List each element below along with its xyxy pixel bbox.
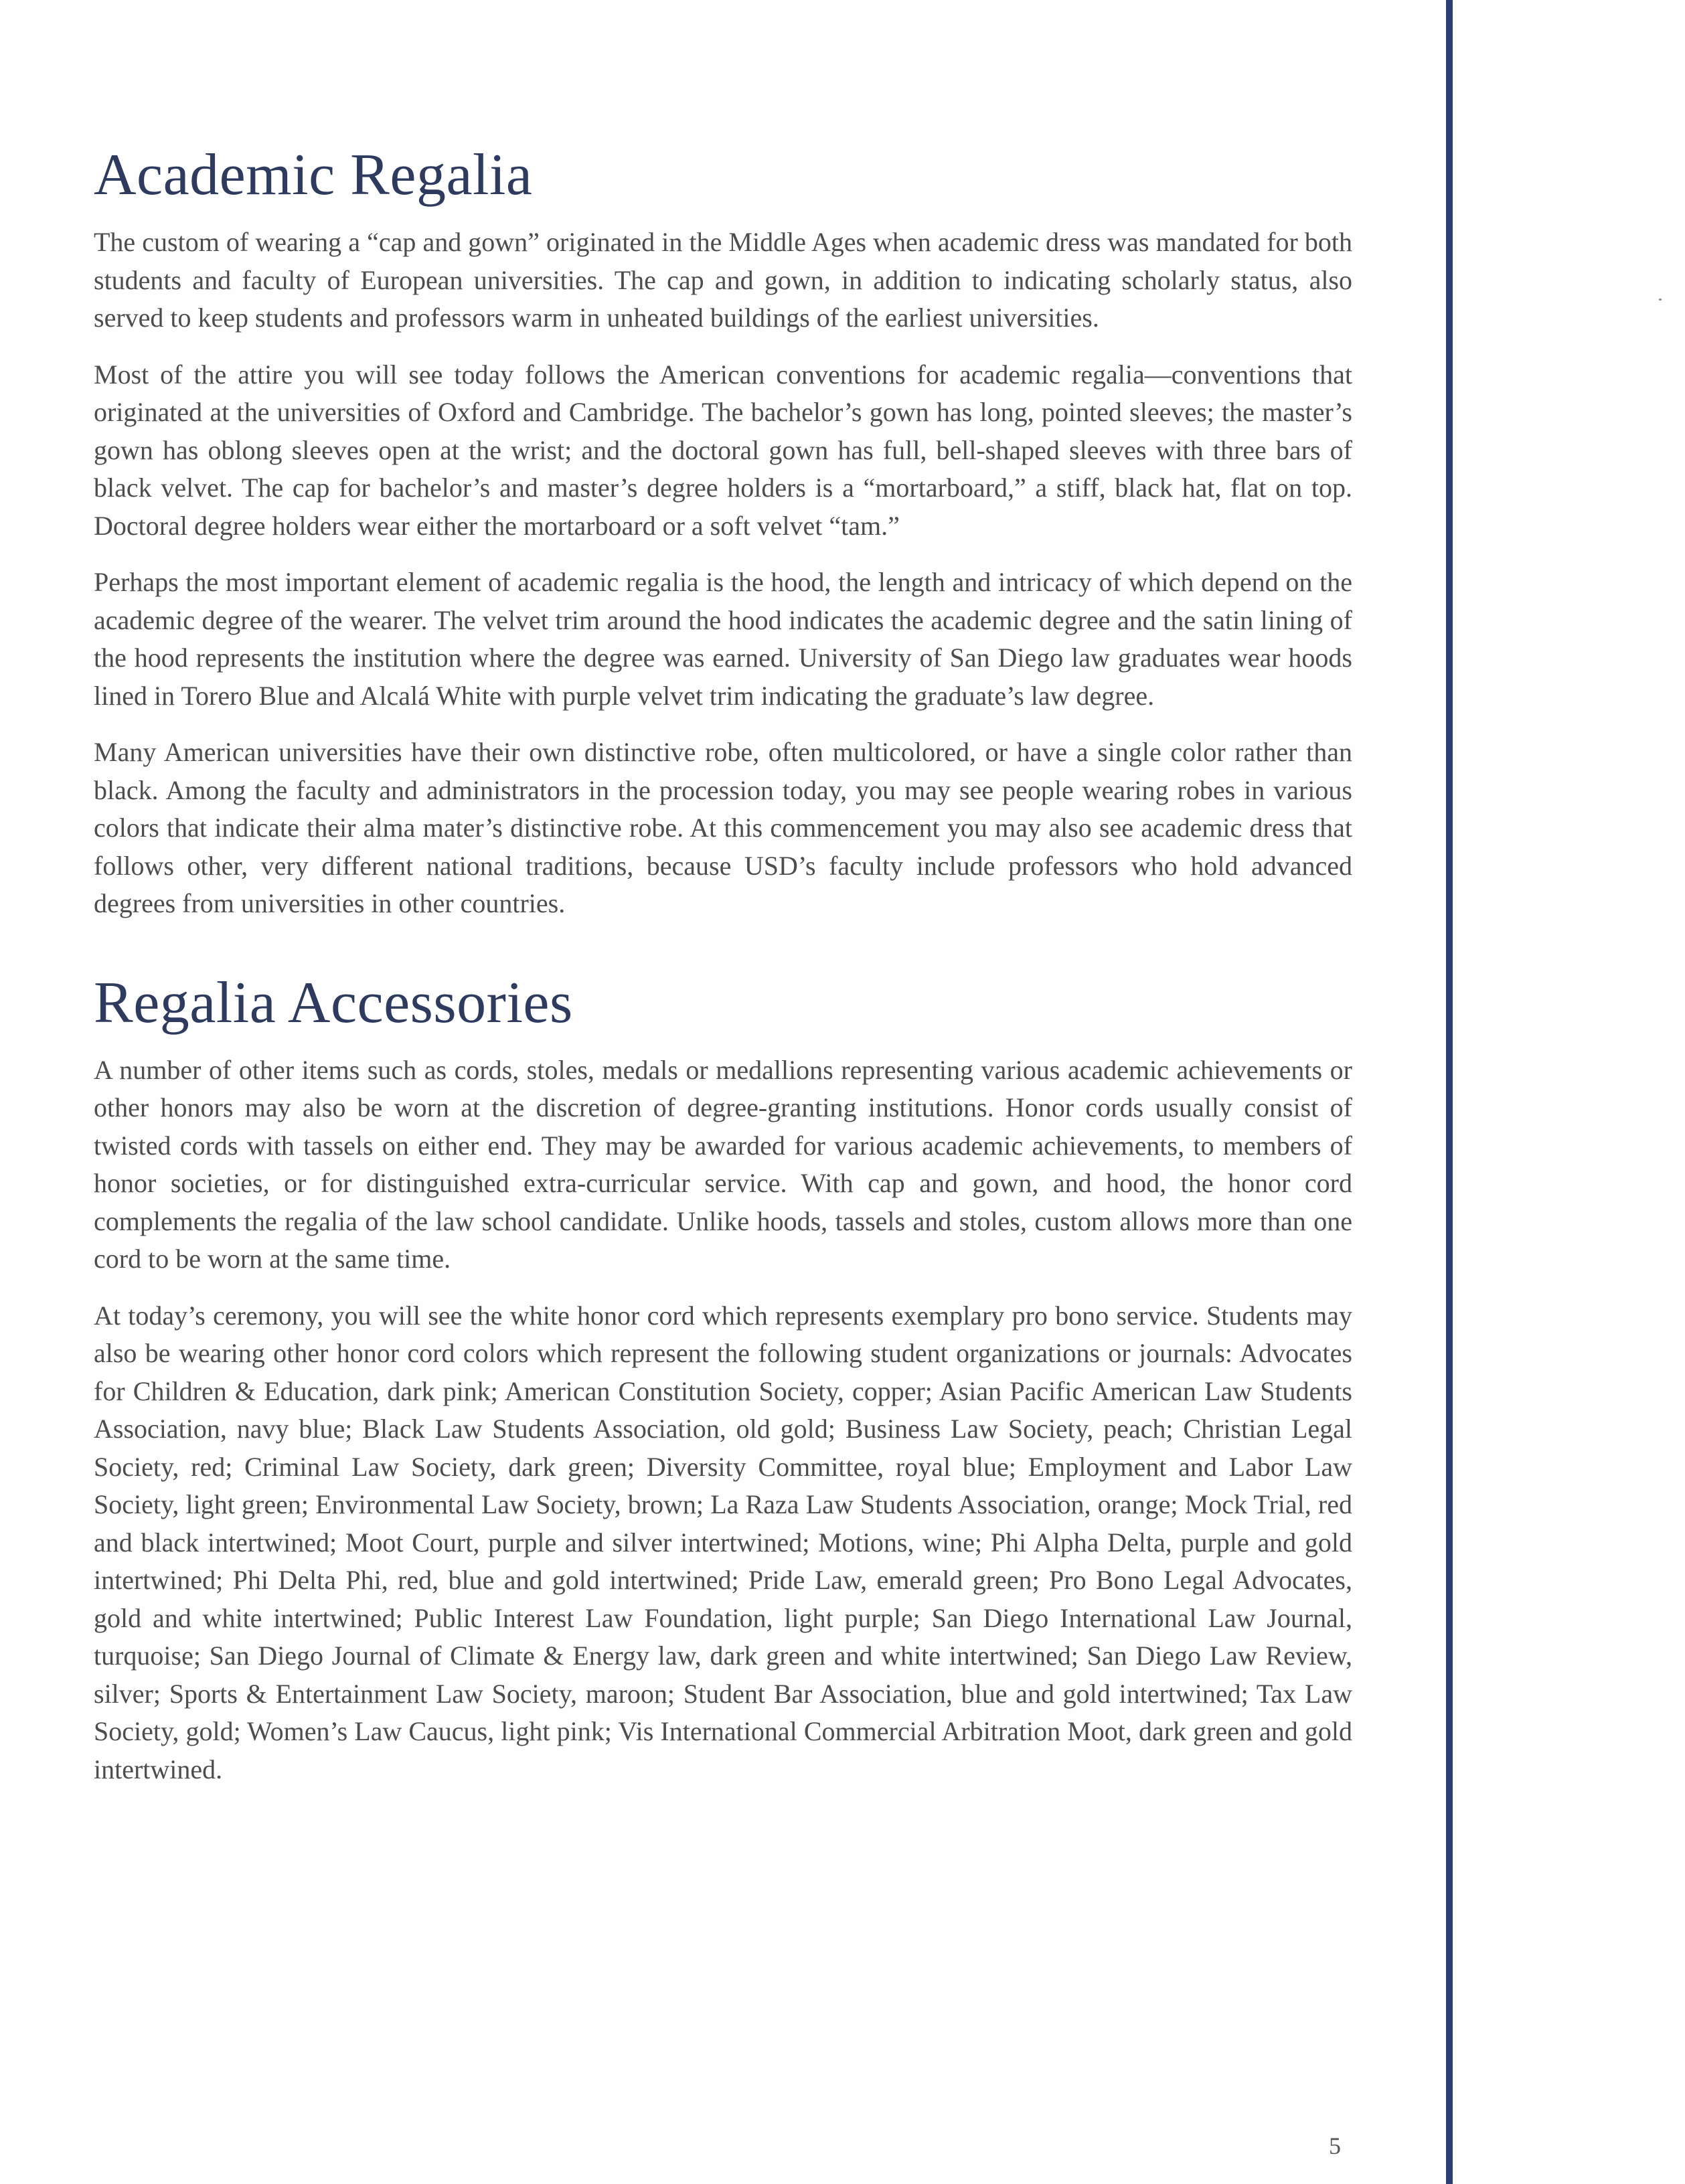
section-title-academic-regalia: Academic Regalia <box>94 143 533 207</box>
page-content <box>94 142 1352 1807</box>
scan-speck <box>1659 299 1662 301</box>
right-margin-rule <box>1446 0 1453 2184</box>
page-number: 5 <box>1329 2132 1341 2159</box>
paragraph-cords-stoles-medals: A number of other items such as cords, stoles, medals or medallions representing various academic achievements or other honors may also be worn at the discretion of degree-granting institutions. Honor cords usually consist of twisted cords with tassels on either end. They may be awarded for various academic achievements, to members of honor societies, or for distinguished extra-curricular service. With cap and gown, and hood, the honor cord complements the regalia of the law school candidate. Unlike hoods, tassels and stoles, custom allows more than one cord to be worn at the same time. <box>94 1054 1352 1274</box>
right-margin-band <box>1453 0 1685 2184</box>
paragraph-hood: Perhaps the most important element of academic regalia is the hood, the length and intricacy of which depend on the academic degree of the wearer. The velvet trim around the hood indicates the academic degree and the satin lining of the hood represents the institution where the degree was earned. University of San Diego law graduates wear hoods lined in Torero Blue and Alcalá White with purple velvet trim indicating the graduate’s law degree. <box>94 567 1352 711</box>
section-title-regalia-accessories: Regalia Accessories <box>94 970 573 1035</box>
paragraph-distinctive-robes: Many American universities have their own distinctive robe, often multicolored, or have a single color rather than black. Among the faculty and administrators in the procession today, you may see people wearing robes in various colors that indicate their alma mater’s distinctive robe. At this commencement you may also see academic dress that follows other, very different national traditions, because USD’s faculty include professors who hold advanced degrees from universities in other countries. <box>94 737 1352 918</box>
paragraph-cap-and-gown-origin: The custom of wearing a “cap and gown” originated in the Middle Ages when academic dress was mandated for both students and faculty of European universities. The cap and gown, in addition to indicating scholarly status, also served to keep students and professors warm in unheated buildings of the earliest universities. <box>94 227 1352 333</box>
paragraph-honor-cord-colors: At today’s ceremony, you will see the white honor cord which represents exemplary pro bono service. Students may also be wearing other honor cord colors which represent the following student organizations or journals: Advocates for Children & Education, dark pink; American Constitution Society, copper; Asian Pacific American Law Students Association, navy blue; Black Law Students Association, old gold; Business Law Society, peach; Christian Legal Society, red; Criminal Law Society, dark green; Diversity Committee, royal blue; Employment and Labor Law Society, light green; Environmental Law Society, brown; La Raza Law Students Association, orange; Mock Trial, red and black intertwined; Moot Court, purple and silver intertwined; Motions, wine; Phi Alpha Delta, purple and gold intertwined; Phi Delta Phi, red, blue and gold intertwined; Pride Law, emerald green; Pro Bono Legal Advocates, gold and white intertwined; Public Interest Law Foundation, light purple; San Diego International Law Journal, turquoise; San Diego Journal of Climate & Energy law, dark green and white intertwined; San Diego Law Review, silver; Sports & Entertainment Law Society, maroon; Student Bar Association, blue and gold intertwined; Tax Law Society, gold; Women’s Law Caucus, light pink; Vis International Commercial Arbitration Moot, dark green and gold intertwined. <box>94 1300 1352 1784</box>
paragraph-american-conventions: Most of the attire you will see today follows the American conventions for academic regalia—conventions that originated at the universities of Oxford and Cambridge. The bachelor’s gown has long, pointed sleeves; the master’s gown has oblong sleeves open at the wrist; and the doctoral gown has full, bell-shaped sleeves with three bars of black velvet. The cap for bachelor’s and master’s degree holders is a “mortarboard,” a stiff, black hat, flat on top. Doctoral degree holders wear either the mortarboard or a soft velvet “tam.” <box>94 359 1352 541</box>
